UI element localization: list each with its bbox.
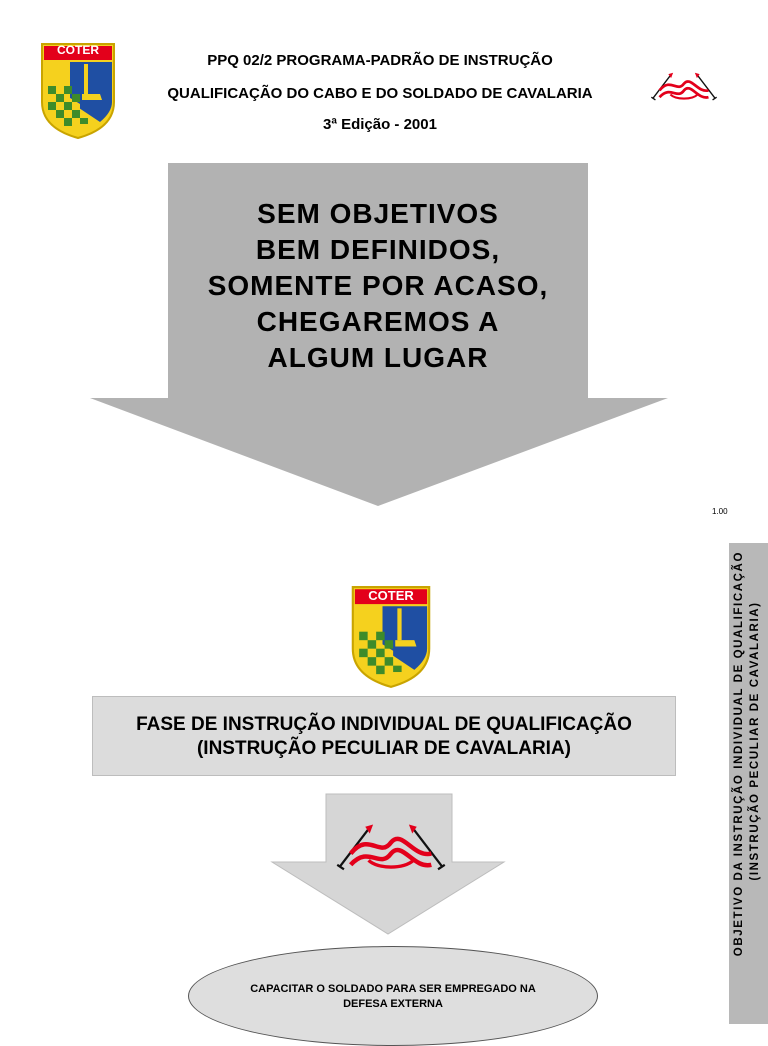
phase-subtitle: (INSTRUÇÃO PECULIAR DE CAVALARIA): [196, 738, 571, 759]
motto-line: CHEGAREMOS A: [256, 306, 500, 337]
objective-text: DEFESA EXTERNA: [343, 998, 443, 1010]
side-title-panel: [729, 543, 768, 1024]
header-program-title: PPQ 02/2 PROGRAMA-PADRÃO DE INSTRUÇÃO: [207, 52, 553, 69]
motto-text: [168, 196, 588, 376]
logo-text-center: COTER: [368, 588, 414, 603]
logo-text: COTER: [57, 43, 99, 57]
phase-box: [92, 696, 676, 776]
header-qualification-title: QUALIFICAÇÃO DO CABO E DO SOLDADO DE CAVALARIA: [167, 85, 593, 102]
side-title-line: OBJETIVO DA INSTRUÇÃO INDIVIDUAL DE QUALIFICAÇÃO: [733, 551, 745, 957]
motto-line: ALGUM LUGAR: [267, 342, 489, 373]
header-edition: 3ª Edição - 2001: [323, 116, 437, 133]
motto-line: BEM DEFINIDOS,: [255, 234, 501, 265]
side-title: [731, 551, 763, 1021]
phase-title: FASE DE INSTRUÇÃO INDIVIDUAL DE QUALIFICAÇÃO: [136, 714, 632, 735]
cavalry-emblem-icon: [328, 820, 454, 876]
side-title-line: (INSTRUÇÃO PECULIAR DE CAVALARIA): [749, 601, 761, 881]
page-number: 1.00: [712, 507, 728, 516]
motto-line: SOMENTE POR ACASO,: [207, 270, 549, 301]
motto-line: SEM OBJETIVOS: [257, 198, 499, 229]
objective-ellipse: [188, 946, 598, 1046]
objective-text: CAPACITAR O SOLDADO PARA SER EMPREGADO NA: [250, 983, 536, 995]
